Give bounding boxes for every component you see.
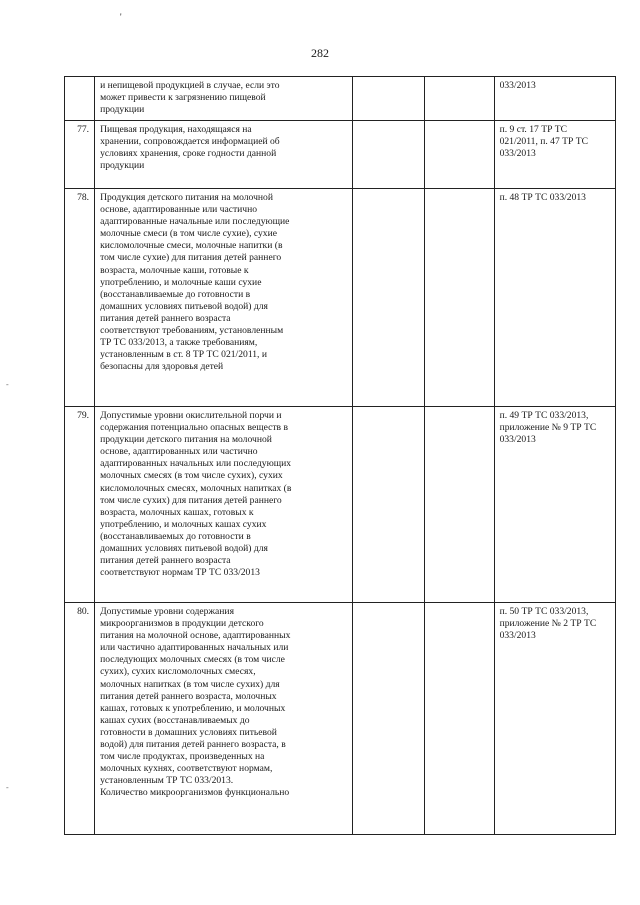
- reference-cell: п. 9 ст. 17 ТР ТС 021/2011, п. 47 ТР ТС 033/2013: [494, 121, 615, 189]
- row-number: 79.: [65, 407, 95, 603]
- scan-mark: ': [120, 12, 122, 22]
- reference-cell: п. 50 ТР ТС 033/2013, приложение № 2 ТР ТС 033/2013: [494, 603, 615, 835]
- requirement-text: и непищевой продукцией в случае, если это может привести к загрязнению пищевой продукции: [95, 77, 353, 121]
- reference-cell: 033/2013: [494, 77, 615, 121]
- row-number: 77.: [65, 121, 95, 189]
- reference-cell: п. 48 ТР ТС 033/2013: [494, 189, 615, 407]
- page-number: 282: [311, 46, 329, 60]
- table-row: [65, 189, 616, 407]
- empty-cell: [353, 407, 425, 603]
- requirement-text: Продукция детского питания на молочной основе, адаптированные или частично адаптированные начальные или последующие молочные смеси (в том числе сухие), сухие кисломолочные смеси, молочные напитки (в том числе сухие) для питания детей раннего возраста, молочные каши, готовые к употреблению, и молочные каши сухие (восстанавливаемые до готовности в домашних условиях питьевой водой) для питания детей раннего возраста соответствуют требованиям, установленным ТР ТС 033/2013, а также требованиям, установленным в ст. 8 ТР ТС 021/2011, и безопасны для здоровья детей: [95, 189, 353, 407]
- requirement-text: Допустимые уровни содержания микроорганизмов в продукции детского питания на молочной основе, адаптированных или частично адаптированных начальных или последующих молочных смесях (в том числе сухих), сухих кисломолочных смесях, молочных напитках (в том числе сухих) для питания детей раннего возраста, молочных кашах, готовых к употреблению, и молочных кашах сухих (восстанавливаемых до готовности в домашних условиях питьевой водой) для питания детей раннего возраста, в том числе продуктах, произведенных на молочных кухнях, соответствуют нормам, установленным ТР ТС 033/2013. Количество микроорганизмов функционально: [95, 603, 353, 835]
- empty-cell: [425, 77, 495, 121]
- empty-cell: [425, 407, 495, 603]
- row-number: 80.: [65, 603, 95, 835]
- table-row: [65, 603, 616, 835]
- reference-cell: п. 49 ТР ТС 033/2013, приложение № 9 ТР ТС 033/2013: [494, 407, 615, 603]
- table-row: [65, 407, 616, 603]
- table-row: [65, 121, 616, 189]
- row-number: [65, 77, 95, 121]
- empty-cell: [353, 189, 425, 407]
- empty-cell: [425, 189, 495, 407]
- table-row: [65, 77, 616, 121]
- requirements-table: [64, 76, 616, 835]
- row-number: 78.: [65, 189, 95, 407]
- empty-cell: [353, 603, 425, 835]
- empty-cell: [353, 77, 425, 121]
- requirement-text: Допустимые уровни окислительной порчи и содержания потенциально опасных веществ в продукции детского питания на молочной основе, адаптированных или частично адаптированных начальных или последующих молочных смесях (в том числе сухих), сухих кисломолочных смесях, молочных напитках (в том числе сухих) для питания детей раннего возраста, молочных кашах, готовых к употреблению, и молочных кашах сухих (восстанавливаемых до готовности в домашних условиях питьевой водой) для питания детей раннего возраста соответствуют нормам ТР ТС 033/2013: [95, 407, 353, 603]
- requirement-text: Пищевая продукция, находящаяся на хранении, сопровождается информацией об условиях хранения, сроке годности данной продукции: [95, 121, 353, 189]
- empty-cell: [425, 121, 495, 189]
- scan-mark: -: [6, 783, 9, 792]
- empty-cell: [353, 121, 425, 189]
- empty-cell: [425, 603, 495, 835]
- scan-mark: -: [6, 380, 9, 389]
